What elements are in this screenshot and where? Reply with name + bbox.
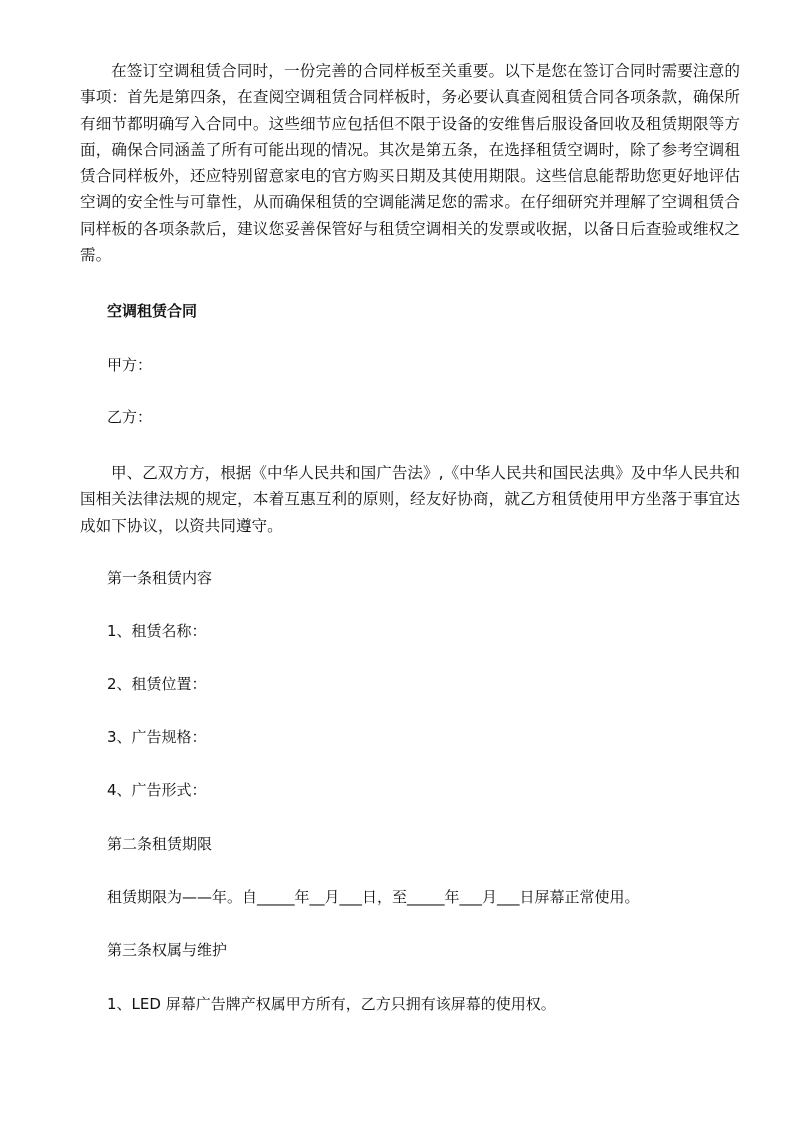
- article-2-text: 租赁期限为——年。自_____年__月___日，至_____年___月___日屏幕正常使用。: [107, 888, 640, 906]
- article-1-item-1: 1、租赁名称：: [107, 622, 207, 640]
- article-1-heading: 第一条租赁内容: [107, 569, 213, 587]
- article-2-heading: 第二条租赁期限: [107, 835, 213, 853]
- article-3-heading: 第三条权属与维护: [107, 941, 228, 959]
- article-1-item-3: 3、广告规格：: [107, 728, 207, 746]
- intro-paragraph: 在签订空调租赁合同时，一份完善的合同样板至关重要。以下是您在签订合同时需要注意的事项：首先是第四条，在查阅空调租赁合同样板时，务必要认真查阅租赁合同各项条款，确保所有细节都明确写入合同中。这些细节应包括但不限于设备的安维售后服设备回收及租赁期限等方面，确保合同涵盖了所有可能出现的情况。其次是第五条，在选择租赁空调时，除了参考空调租赁合同样板外，还应特别留意家电的官方购买日期及其使用期限。这些信息能帮助您更好地评估空调的安全性与可靠性，从而确保租赁的空调能满足您的需求。在仔细研究并理解了空调租赁合同样板的各项条款后，建议您妥善保管好与租赁空调相关的发票或收据，以备日后查验或维权之需。: [80, 62, 740, 265]
- party-a-label: 甲方：: [107, 356, 153, 374]
- preamble-paragraph: 甲、乙双方方，根据《中华人民共和国广告法》,《中华人民共和国民法典》及中华人民共和国相关法律法规的规定，本着互惠互利的原则，经友好协商，就乙方租赁使用甲方坐落于事宜达成如下协议，以资共同遵守。: [80, 464, 740, 535]
- article-1-item-2: 2、租赁位置：: [107, 675, 207, 693]
- article-3-item-1: 1、LED 屏幕广告牌产权属甲方所有，乙方只拥有该屏幕的使用权。: [107, 995, 556, 1013]
- contract-title: 空调租赁合同: [107, 302, 198, 320]
- party-b-label: 乙方：: [107, 408, 153, 426]
- article-1-item-4: 4、广告形式：: [107, 781, 207, 799]
